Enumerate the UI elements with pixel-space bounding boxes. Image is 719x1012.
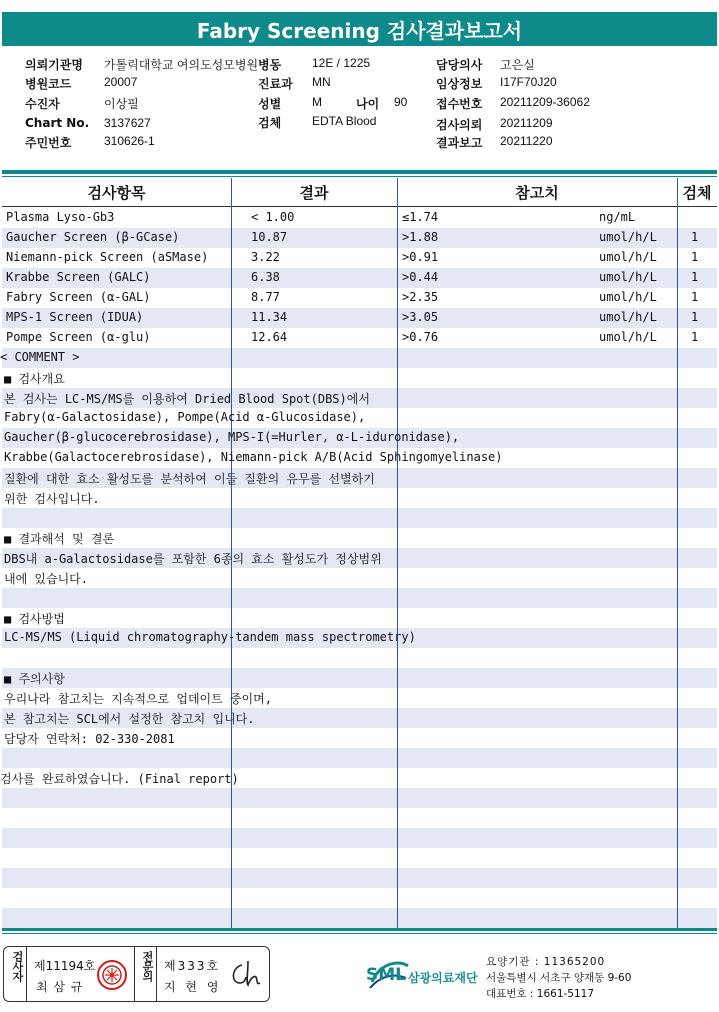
row-band	[2, 668, 717, 688]
col-header-reference: 참고치	[515, 183, 559, 202]
reviewer-label: 전문의	[141, 951, 154, 981]
reference-unit: umol/h/L	[599, 310, 657, 324]
result-item: Krabbe Screen (GALC)	[6, 270, 151, 284]
comment-line: 담당자 연락처: 02-330-2081	[4, 732, 175, 746]
row-band	[2, 828, 717, 848]
reference-range: >1.88	[402, 230, 439, 244]
age-value: 90	[394, 95, 408, 109]
specimen-no: 1	[691, 310, 699, 324]
header-mid-value: EDTA Blood	[312, 114, 377, 128]
row-band	[2, 588, 717, 608]
header-left-label: 수진자	[25, 97, 60, 111]
header-right-value: I17F70J20	[500, 75, 557, 89]
row-band	[2, 868, 717, 888]
footer-divider-thin	[2, 933, 717, 934]
result-value: 11.34	[251, 310, 288, 324]
header-mid-label: 병동	[258, 58, 282, 72]
header-left-value: 310626-1	[104, 134, 155, 148]
header-right-value: 20211209	[500, 116, 553, 130]
result-value: 10.87	[251, 230, 288, 244]
signature-box	[3, 946, 270, 1002]
age-label: 나이	[356, 97, 380, 111]
result-item: MPS-1 Screen (IDUA)	[6, 310, 144, 324]
header-divider	[2, 170, 717, 174]
header-left-label: Chart No.	[25, 116, 90, 130]
comment-heading: ■ 검사개요	[4, 372, 65, 386]
header-mid-label: 진료과	[258, 77, 293, 91]
tester-seal-icon	[96, 959, 128, 991]
result-item: Niemann-pick Screen (aSMase)	[6, 250, 209, 264]
header-left-value: 이상필	[104, 97, 139, 111]
comment-heading: ■ 검사방법	[4, 612, 65, 626]
row-band	[2, 788, 717, 808]
col-header-item: 검사항목	[87, 183, 146, 202]
col-header-result: 결과	[299, 183, 329, 202]
header-left-label: 의뢰기관명	[25, 58, 83, 72]
reviewer-name: 지 현 영	[164, 980, 222, 994]
header-right-value: 20211220	[500, 134, 553, 148]
reference-range: >3.05	[402, 310, 439, 324]
header-right-label: 결과보고	[436, 136, 483, 150]
comment-line: Fabry(α-Galactosidase), Pompe(Acid α-Glucosidase),	[4, 410, 366, 424]
reference-unit: umol/h/L	[599, 330, 657, 344]
column-divider	[397, 178, 398, 928]
header-right-value: 고은실	[500, 58, 535, 72]
col-header-specimen: 검체	[682, 183, 712, 202]
reference-range: >0.76	[402, 330, 439, 344]
header-right-label: 임상정보	[436, 77, 483, 91]
reference-unit: umol/h/L	[599, 290, 657, 304]
header-right-label: 담당의사	[436, 58, 483, 72]
header-left-value: 3137627	[104, 116, 151, 130]
org-code: 요양기관 : 11365200	[486, 956, 606, 968]
tester-name: 최 삼 규	[36, 980, 84, 994]
reference-unit: umol/h/L	[599, 270, 657, 284]
result-value: 12.64	[251, 330, 288, 344]
header-mid-value: MN	[312, 75, 331, 89]
comment-line: 질환에 대한 효소 활성도를 분석하여 이들 질환의 유무를 선별하기	[4, 472, 375, 486]
specimen-no: 1	[691, 290, 699, 304]
comment-line: Krabbe(Galactocerebrosidase), Niemann-pick A/B(Acid Sphingomyelinase)	[4, 450, 503, 464]
header-mid-label: 검체	[258, 116, 282, 130]
result-value: < 1.00	[251, 210, 295, 224]
reference-range: >0.44	[402, 270, 439, 284]
comment-heading: ■ 결과해석 및 결론	[4, 532, 115, 546]
result-item: Plasma Lyso-Gb3	[6, 210, 115, 224]
comment-line: DBS내 a-Galactosidase를 포함한 6종의 효소 활성도가 정상범위	[4, 552, 382, 566]
header-left-label: 주민번호	[25, 136, 72, 150]
specimen-no: 1	[691, 230, 699, 244]
result-item: Gaucher Screen (β-GCase)	[6, 230, 180, 244]
result-value: 3.22	[251, 250, 280, 264]
reference-range: ≤1.74	[402, 210, 439, 224]
comment-line: 위한 검사입니다.	[4, 492, 100, 506]
reference-unit: ng/mL	[599, 210, 636, 224]
reference-unit: umol/h/L	[599, 230, 657, 244]
comment-line: < COMMENT >	[0, 350, 80, 364]
footer-divider	[2, 928, 717, 931]
header-right-value: 20211209-36062	[500, 95, 590, 109]
comment-line: 본 참고치는 SCL에서 설정한 참고치 입니다.	[4, 712, 255, 726]
specimen-no: 1	[691, 270, 699, 284]
comment-line: LC-MS/MS (Liquid chromatography-tandem mass spectrometry)	[4, 630, 416, 644]
comment-heading: ■ 주의사항	[4, 672, 65, 686]
column-header-line	[2, 206, 717, 207]
tester-label: 검사자	[11, 951, 24, 981]
header-left-label: 병원코드	[25, 77, 72, 91]
comment-line: 내에 있습니다.	[4, 572, 89, 586]
header-divider-thin	[2, 176, 717, 177]
comment-line: 검사를 완료하였습니다. (Final report)	[0, 772, 239, 786]
specimen-no: 1	[691, 330, 699, 344]
row-band	[2, 748, 717, 768]
row-band	[2, 348, 717, 368]
reviewer-license: 제333호	[164, 959, 221, 973]
header-mid-label: 성별	[258, 97, 282, 111]
report-title: Fabry Screening 검사결과보고서	[2, 12, 717, 46]
comment-line: 우리나라 참고치는 지속적으로 업데이트 중이며,	[4, 692, 272, 706]
specimen-no: 1	[691, 250, 699, 264]
row-band	[2, 508, 717, 528]
sml-logo-text: SML	[366, 965, 406, 985]
header-left-value: 20007	[104, 75, 138, 89]
header-mid-value: M	[312, 95, 322, 109]
result-item: Pompe Screen (α-glu)	[6, 330, 151, 344]
result-value: 8.77	[251, 290, 280, 304]
reference-range: >2.35	[402, 290, 439, 304]
result-value: 6.38	[251, 270, 280, 284]
org-address: 서울특별시 서초구 양재동 9-60	[486, 972, 632, 984]
column-divider	[677, 178, 678, 928]
comment-line: Gaucher(β-glucocerebrosidase), MPS-I(=Hurler, α-L-iduronidase),	[4, 430, 460, 444]
org-name: 삼광의료재단	[408, 971, 478, 985]
org-phone: 대표번호 : 1661-5117	[486, 988, 595, 1000]
reference-range: >0.91	[402, 250, 439, 264]
result-item: Fabry Screen (α-GAL)	[6, 290, 151, 304]
reviewer-signature-icon	[226, 957, 266, 993]
reference-unit: umol/h/L	[599, 250, 657, 264]
results-grid	[2, 178, 717, 928]
tester-license: 제11194호	[34, 959, 96, 973]
header-right-label: 검사의뢰	[436, 118, 483, 132]
header-mid-value: 12E / 1225	[312, 56, 371, 70]
header-left-value: 가톨릭대학교 여의도성모병원	[104, 58, 259, 72]
row-band	[2, 908, 717, 928]
header-right-label: 접수번호	[436, 97, 483, 111]
comment-line: 본 검사는 LC-MS/MS를 이용하여 Dried Blood Spot(DBS)에서	[4, 392, 370, 406]
